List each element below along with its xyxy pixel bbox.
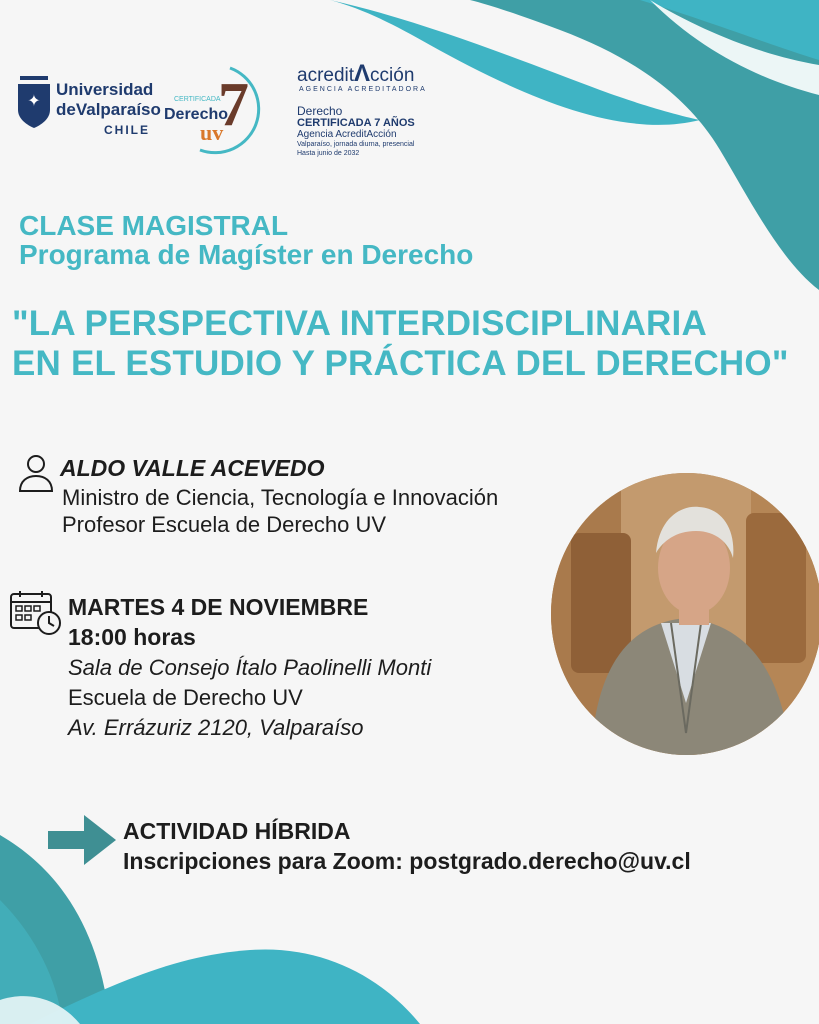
event-room: Sala de Consejo Ítalo Paolinelli Monti [68,655,432,680]
acred-line3: Agencia AcreditAcción [297,129,397,140]
speaker-portrait-image [551,473,819,755]
uv-name-line1: Universidad [56,80,154,99]
lecture-title-line2: EN EL ESTUDIO Y PRÁCTICA DEL DERECHO" [12,344,789,383]
uv-name-line2: deValparaíso [56,100,161,119]
speaker-role-2: Profesor Escuela de Derecho UV [62,512,387,537]
speaker-photo [551,473,819,755]
speaker-role-1: Ministro de Ciencia, Tecnología e Innovación [62,485,499,510]
event-school: Escuela de Derecho UV [68,685,303,710]
event-category-title: CLASE MAGISTRAL [19,210,289,241]
acred-brand-pre: acredit [297,65,355,86]
lecture-title [12,304,789,384]
event-time: 18:00 horas [68,624,196,650]
acred-line1: Derecho [297,104,343,118]
derecho-uv: uv [200,120,224,145]
acred-sub: AGENCIA ACREDITADORA [299,86,427,93]
acred-line2: CERTIFICADA 7 AÑOS [297,117,415,129]
program-title: Programa de Magíster en Derecho [19,239,474,270]
acred-line4: Valparaíso, jornada diurna, presencial [297,141,415,148]
derecho-word: Derecho [164,106,229,123]
person-icon [17,453,55,493]
acred-line5: Hasta junio de 2032 [297,150,360,157]
speaker-name: ALDO VALLE ACEVEDO [60,455,325,481]
event-date: MARTES 4 DE NOVIEMBRE [68,594,369,620]
derecho-seven: 7 [218,71,249,139]
arrow-right-icon [48,815,116,865]
uv-logo [16,72,161,138]
calendar-clock-icon [10,590,62,636]
svg-text:✦: ✦ [27,91,41,110]
uv-name-line3: CHILE [104,123,150,137]
zoom-registration: Inscripciones para Zoom: postgrado.derecho@uv.cl [123,848,691,874]
uv-shield-icon [16,72,52,130]
derecho-logo [160,60,270,156]
activity-type: ACTIVIDAD HÍBRIDA [123,818,351,844]
acreditaccion-logo [297,60,447,170]
derecho-small-label: CERTIFICADA [174,96,221,103]
acred-a-icon: Λ [354,60,371,87]
lecture-title-line1: "LA PERSPECTIVA INTERDISCIPLINARIA [12,304,707,343]
event-address: Av. Errázuriz 2120, Valparaíso [68,715,364,740]
acred-brand [297,60,414,88]
acred-brand-post: cción [370,65,415,86]
